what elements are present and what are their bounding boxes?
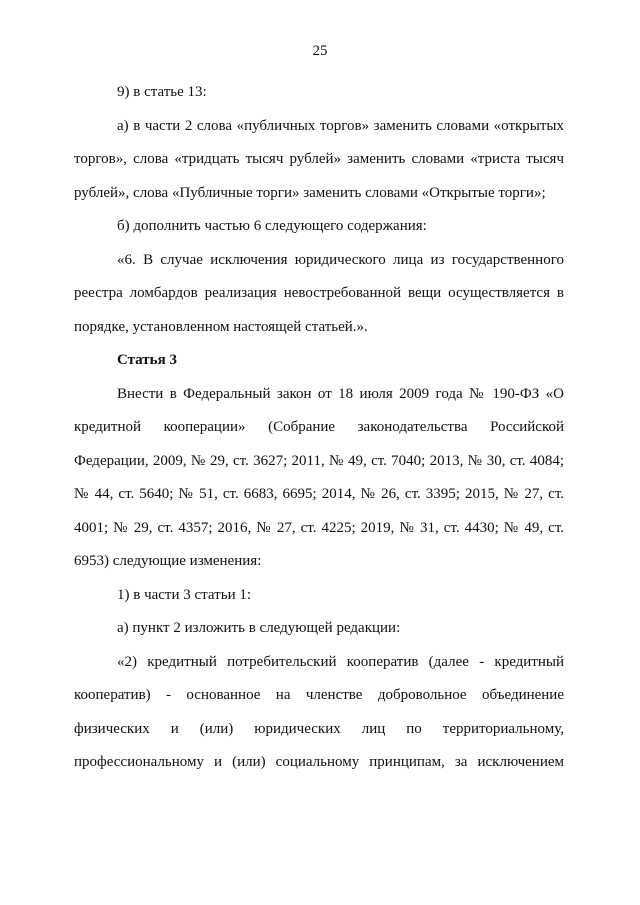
document-body — [74, 76, 564, 780]
article-3-heading: Статья 3 — [117, 352, 177, 368]
paragraph-article-13-intro: 9) в статье 13: — [117, 84, 207, 100]
paragraph-item-1: 1) в части 3 статьи 1: — [117, 586, 252, 603]
paragraph-item-a-part-2: а) в части 2 слова «публичных торгов» заменить словами «открытых торгов», слова «тридцать тысяч рублей» заменить словами «триста тысяч рублей», слова «Публичные торги» заменить словами «Открытые торги»; — [74, 117, 564, 201]
page-number: 25 — [312, 43, 328, 59]
paragraph-article-3-body: Внести в Федеральный закон от 18 июля 2009 года № 190-ФЗ «О кредитной кооперации» (Собрание законодательства Российской Федерации, 2009, № 29, ст. 3627; 2011, № 49, ст. 7040; 2013, № 30, ст. 4084; № 44, ст. 5640; № 51, ст. 6683, 6695; 2014, № 26, ст. 3395; 2015, № 27, ст. 4001; № 29, ст. 4357; 2016, № 27, ст. 4225; 2019, № 31, ст. 4430; № 49, ст. 6953) следующие изменения: — [74, 385, 564, 569]
paragraph-quote-point-2: «2) кредитный потребительский кооператив (далее - кредитный кооператив) - основанное на членстве добровольное объединение физических и (или) юридических лиц по территориальному, профессиональному и (или) социальному принципам, за исключением — [74, 653, 564, 770]
paragraph-quote-part-6: «6. В случае исключения юридического лица из государственного реестра ломбардов реализация невостребованной вещи осуществляется в порядке, установленном настоящей статьей.». — [74, 251, 564, 335]
paragraph-item-b-part-6: б) дополнить частью 6 следующего содержания: — [117, 218, 427, 234]
paragraph-item-a-point-2: а) пункт 2 изложить в следующей редакции: — [117, 620, 401, 636]
